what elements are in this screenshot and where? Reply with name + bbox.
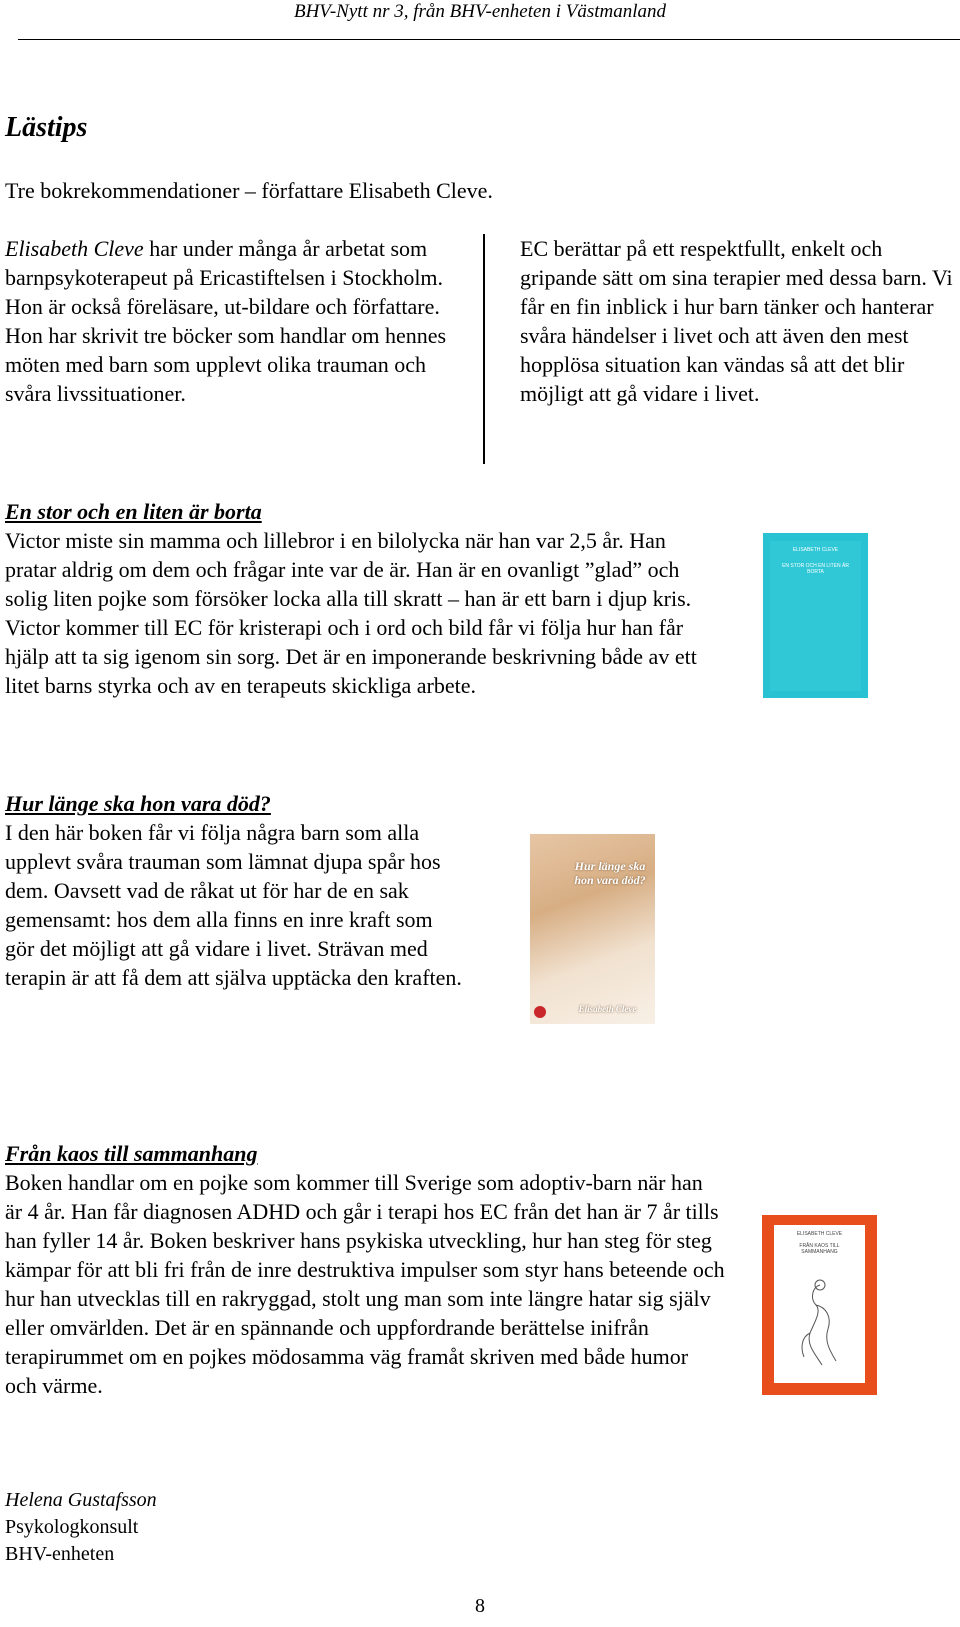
book-section-1 — [5, 497, 705, 700]
signature-name: Helena Gustafsson — [5, 1489, 157, 1511]
author-bio — [5, 234, 455, 408]
author-bio-text: har under många år arbetat som barnpsykoterapeut på Ericastiftelsen i Stockholm. Hon är också föreläsare, ut-bildare och författare. Hon har skrivit tre böcker som handlar om hennes möten med barn som upplevt olika trauman och svåra livssituationer. — [5, 236, 447, 406]
book-text-3: Boken handlar om en pojke som kommer till Sverige som adoptiv-barn när han är 4 år. Han får diagnosen ADHD och går i terapi hos EC från det han är 7 år tills han fyller 14 år. Boken beskriver hans psykiska utveckling, hur han steg för steg kämpar för att bli fri från de inre destruktiva impulser som styr hans beteende och hur han utvecklas till en rakryggad, stolt ung man som inte längre hatar sig själv eller omvärlden. Det är en spännande och uppfordrande berättelse inifrån terapirummet om en pojkes mödosamma väg framåt skriven med både humor och värme. — [5, 1170, 725, 1398]
page-header: BHV-Nytt nr 3, från BHV-enheten i Västmanland — [293, 1, 667, 22]
book-text-1: Victor miste sin mamma och lillebror i en bilolycka när han var 2,5 år. Han pratar aldrig om dem och frågar inte var de är. Han är en ovanligt ”glad” och solig liten pojke som försöker locka alla till skratt – han är ett barn i djup kris. Victor kommer till EC för kristerapi och i ord och bild får vi följa hur han får hjälp att ta sig igenom sin sorg. Det är en imponerande beskrivning både av ett litet barns styrka och av en terapeuts skickliga arbete. — [5, 528, 697, 698]
book-cover-1-author: ELISABETH CLEVE — [792, 547, 839, 553]
book-cover-2-title: Hur länge ska hon vara död? — [574, 859, 646, 887]
book-section-2 — [5, 789, 465, 992]
page-title: Lästips — [5, 112, 88, 143]
book-cover-3-author: ELISABETH CLEVE — [796, 1231, 843, 1237]
header-rule — [18, 39, 960, 40]
book-cover-2 — [530, 834, 655, 1024]
book-cover-2-author: Elisabeth Cleve — [578, 1004, 637, 1014]
sketch-figure-icon — [792, 1277, 847, 1377]
publisher-logo-icon — [534, 1006, 546, 1018]
book-cover-1-panel — [770, 541, 861, 691]
book-cover-3-title: FRÅN KAOS TILL SAMMANHANG — [799, 1243, 840, 1255]
book-text-2: I den här boken får vi följa några barn som alla upplevt svåra trauman som lämnat djupa spår hos dem. Oavsett vad de råkat ut för har de en sak gemensamt: hos dem alla finns en inre kraft som gör det möjligt att gå vidare i livet. Strävan med terapin är att få dem att själva upptäcka den kraften. — [5, 820, 462, 990]
column-divider — [483, 234, 485, 464]
book-cover-1-title: EN STOR OCH EN LITEN ÄR BORTA — [782, 563, 849, 575]
signature-role: Psykologkonsult — [5, 1516, 139, 1538]
book-cover-3-panel — [774, 1225, 865, 1383]
signature-unit: BHV-enheten — [5, 1543, 115, 1565]
intro-text: Tre bokrekommendationer – författare Elisabeth Cleve. — [5, 178, 493, 203]
ec-description: EC berättar på ett respektfullt, enkelt och gripande sätt om sina terapier med dessa barn. Vi får en fin inblick i hur barn tänker och hanterar svåra händelser i livet och att även den mest hopplösa situation kan vändas så att det blir möjligt att gå vidare i livet. — [520, 236, 953, 406]
author-name: Elisabeth Cleve — [5, 236, 144, 261]
book-title-1: En stor och en liten är borta — [5, 499, 262, 524]
book-cover-1 — [763, 533, 868, 698]
page-number: 8 — [475, 1595, 485, 1617]
signature-block — [5, 1487, 157, 1568]
book-title-2: Hur länge ska hon vara död? — [5, 791, 271, 816]
book-section-3 — [5, 1139, 725, 1400]
book-title-3: Från kaos till sammanhang — [5, 1141, 258, 1166]
book-cover-3 — [762, 1215, 877, 1395]
